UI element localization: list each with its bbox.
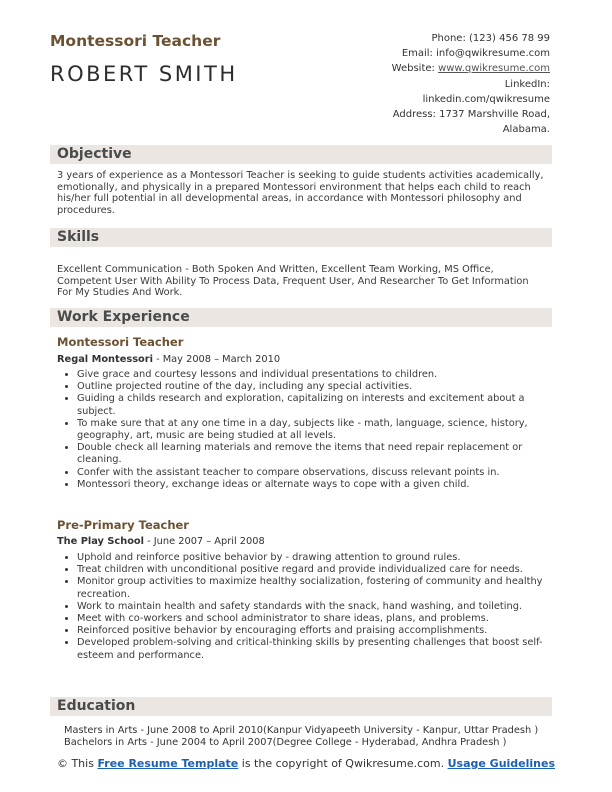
- objective-text: 3 years of experience as a Montessori Teacher is seeking to guide students activities academically, emotionally, and physically in a prepared Montessori environment that helps each child to reach his/her full potential in all developmental areas, in accordance with Montessori philosophy and procedures.: [57, 170, 544, 216]
- free-resume-template-link[interactable]: Free Resume Template: [97, 757, 239, 770]
- company-name-2: The Play School: [57, 536, 145, 547]
- duty-item: • Double check all learning materials and remove the items that need repair replacement or cleaning.: [77, 442, 557, 466]
- skills-text: Excellent Communication - Both Spoken And Written, Excellent Team Working, MS Office, Competent User With Ability To Process Data, Frequent User, And Researcher To Get Information For My Studies And Work.: [57, 264, 529, 299]
- candidate-name: ROBERT SMITH: [50, 62, 238, 86]
- section-skills-heading: Skills: [50, 228, 552, 247]
- education-item: Masters in Arts - June 2008 to April 2010(Kanpur Vidyapeeth University - Kanpur, Uttar Pradesh ): [64, 725, 539, 736]
- duty-item: • Work to maintain health and safety standards with the snack, hand washing, and toileting.: [77, 601, 557, 613]
- phone-label: Phone:: [431, 33, 466, 44]
- duty-item: • Developed problem-solving and critical-thinking skills by presenting challenges that boost self-esteem and performance.: [77, 637, 557, 661]
- duty-item: • To make sure that at any one time in a day, subjects like - math, language, science, history, geography, art, music are being studied at all levels.: [77, 418, 557, 442]
- duty-list-1: [63, 369, 557, 491]
- address-line1: 1737 Marshville Road,: [439, 109, 550, 121]
- usage-guidelines-link[interactable]: Usage Guidelines: [447, 757, 556, 770]
- duty-item: • Uphold and reinforce positive behavior by - drawing attention to ground rules.: [77, 552, 557, 564]
- job-dates-2: - June 2007 – April 2008: [144, 536, 265, 547]
- job-title-2: Pre-Primary Teacher: [57, 518, 189, 532]
- duty-list-2: [63, 552, 557, 662]
- employer-2: [57, 536, 265, 547]
- duty-item: • Guiding a childs research and exploration, capitalizing on interests and excitement about a subject.: [77, 393, 557, 417]
- website-link[interactable]: www.qwikresume.com: [438, 63, 550, 75]
- job-title: Montessori Teacher: [50, 32, 221, 50]
- employer-1: [57, 354, 280, 365]
- contact-email: [290, 46, 550, 61]
- contact-linkedin-label: LinkedIn:: [504, 78, 550, 90]
- resume-header: [50, 32, 238, 86]
- education-list: [64, 725, 564, 750]
- copyright-footer: [50, 757, 562, 772]
- duty-item: • Outline projected routine of the day, including any special activities.: [77, 381, 557, 393]
- contact-website: [290, 61, 550, 76]
- contact-linkedin: linkedin.com/qwikresume: [422, 93, 550, 105]
- duty-item: • Treat children with unconditional positive regard and provide individualized care for needs.: [77, 564, 557, 576]
- duty-item: • Confer with the assistant teacher to compare observations, discuss relevant points in.: [77, 467, 557, 479]
- email-value: info@qwikresume.com: [436, 48, 550, 60]
- job-title-1: Montessori Teacher: [57, 335, 184, 349]
- website-label: Website:: [391, 63, 435, 75]
- section-experience-heading: Work Experience: [50, 308, 552, 327]
- education-item: Bachelors in Arts - June 2004 to April 2007(Degree College - Hyderabad, Andhra Pradesh ): [64, 737, 507, 749]
- contact-phone: [290, 31, 550, 46]
- duty-item: • Reinforced positive behavior by encouraging efforts and praising accomplishments.: [77, 625, 557, 637]
- phone-value: (123) 456 78 99: [469, 33, 550, 44]
- duty-item: • Monitor group activities to maximize healthy socialization, fostering of community and healthy recreation.: [77, 576, 557, 600]
- email-label: Email:: [401, 48, 433, 60]
- duty-item: • Montessori theory, exchange ideas or alternate ways to cope with a given child.: [77, 479, 557, 491]
- contact-address: [290, 107, 550, 122]
- duty-item: • Meet with co-workers and school administrator to share ideas, plans, and problems.: [77, 613, 557, 625]
- company-name-1: Regal Montessori: [57, 354, 153, 365]
- address-label: Address:: [392, 109, 436, 121]
- job-dates-1: - May 2008 – March 2010: [152, 354, 281, 365]
- duty-item: • Give grace and courtesy lessons and individual presentations to children.: [77, 369, 557, 381]
- footer-prefix: © This: [56, 757, 98, 770]
- contact-block: [290, 31, 550, 137]
- footer-middle: is the copyright of Qwikresume.com.: [238, 757, 448, 770]
- section-objective-heading: Objective: [50, 145, 552, 164]
- section-education-heading: Education: [50, 697, 552, 716]
- address-line2: Alabama.: [502, 124, 550, 136]
